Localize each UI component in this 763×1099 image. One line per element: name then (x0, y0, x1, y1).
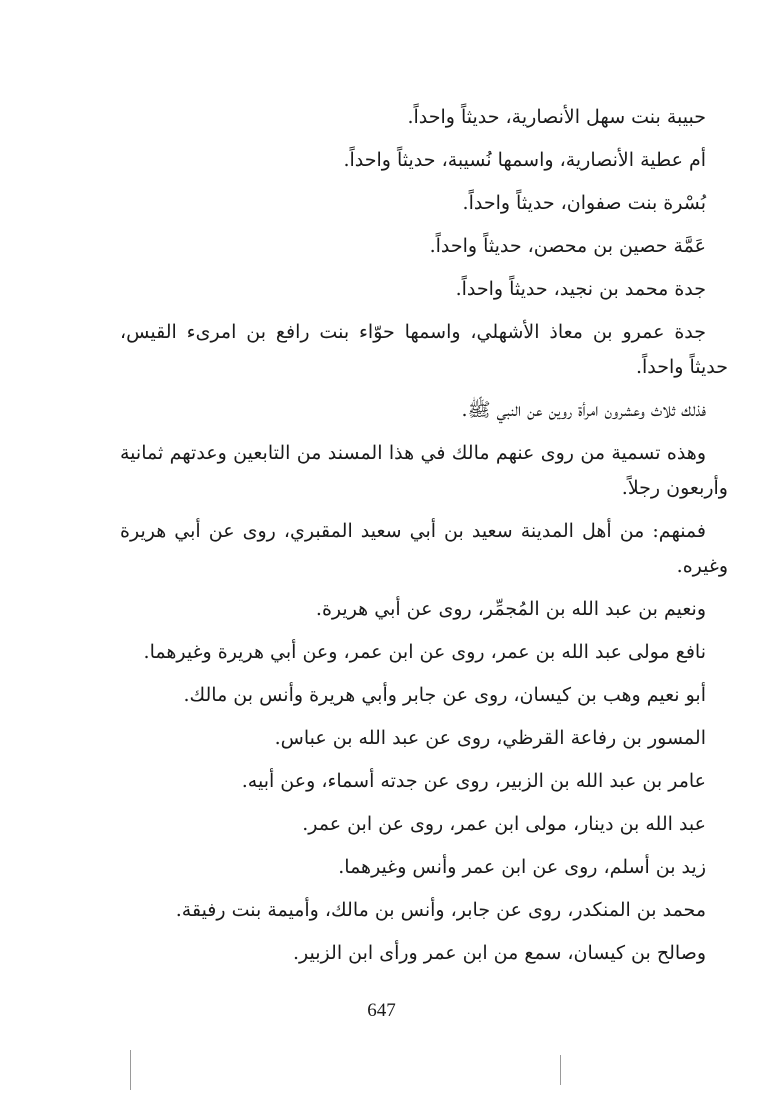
body-text (120, 100, 728, 979)
paragraph-10: ونعيم بن عبد الله بن المُجمِّر، روى عن أبي هريرة. (315, 598, 706, 620)
scan-speck (130, 1050, 131, 1090)
paragraph-15: عبد الله بن دينار، مولى ابن عمر، روى عن ابن عمر. (302, 813, 706, 835)
page-number: 647 (367, 1000, 396, 1021)
paragraph-3: بُسْرة بنت صفوان، حديثاً واحداً. (462, 192, 706, 214)
paragraph-14: عامر بن عبد الله بن الزبير، روى عن جدته أسماء، وعن أبيه. (241, 770, 706, 792)
paragraph-16: زيد بن أسلم، روى عن ابن عمر وأنس وغيرهما. (338, 856, 706, 878)
paragraph-1: حبيبة بنت سهل الأنصارية، حديثاً واحداً. (407, 106, 706, 128)
paragraph-5: جدة محمد بن نجيد، حديثاً واحداً. (455, 278, 706, 300)
paragraph-18: وصالح بن كيسان، سمع من ابن عمر ورأى ابن الزبير. (293, 942, 706, 964)
paragraph-4: عَمَّة حصين بن محصن، حديثاً واحداً. (429, 235, 706, 257)
paragraph-17: محمد بن المنكدر، روى عن جابر، وأنس بن مالك، وأميمة بنت رفيقة. (175, 899, 706, 921)
paragraph-2: أم عطية الأنصارية، واسمها نُسيبة، حديثاً واحداً. (343, 149, 706, 171)
paragraph-6: جدة عمرو بن معاذ الأشهلي، واسمها حوّاء بنت رافع بن امرىء القيس، حديثاً واحداً. (120, 321, 728, 378)
paragraph-12: أبو نعيم وهب بن كيسان، روى عن جابر وأبي هريرة وأنس بن مالك. (183, 684, 706, 706)
paragraph-11: نافع مولى عبد الله بن عمر، روى عن ابن عمر، وعن أبي هريرة وغيرهما. (143, 641, 706, 663)
scan-speck (560, 1055, 561, 1085)
paragraph-8: وهذه تسمية من روى عنهم مالك في هذا المسند من التابعين وعدتهم ثمانية وأربعون رجلاً. (120, 442, 728, 499)
paragraph-7: فذلك ثلاث وعشرون امرأة روين عن النبي ﷺ. (461, 399, 706, 421)
paragraph-9: فمنهم: من أهل المدينة سعيد بن أبي سعيد المقبري، روى عن أبي هريرة وغيره. (120, 520, 728, 577)
paragraph-13: المسور بن رفاعة القرظي، روى عن عبد الله بن عباس. (274, 727, 706, 749)
